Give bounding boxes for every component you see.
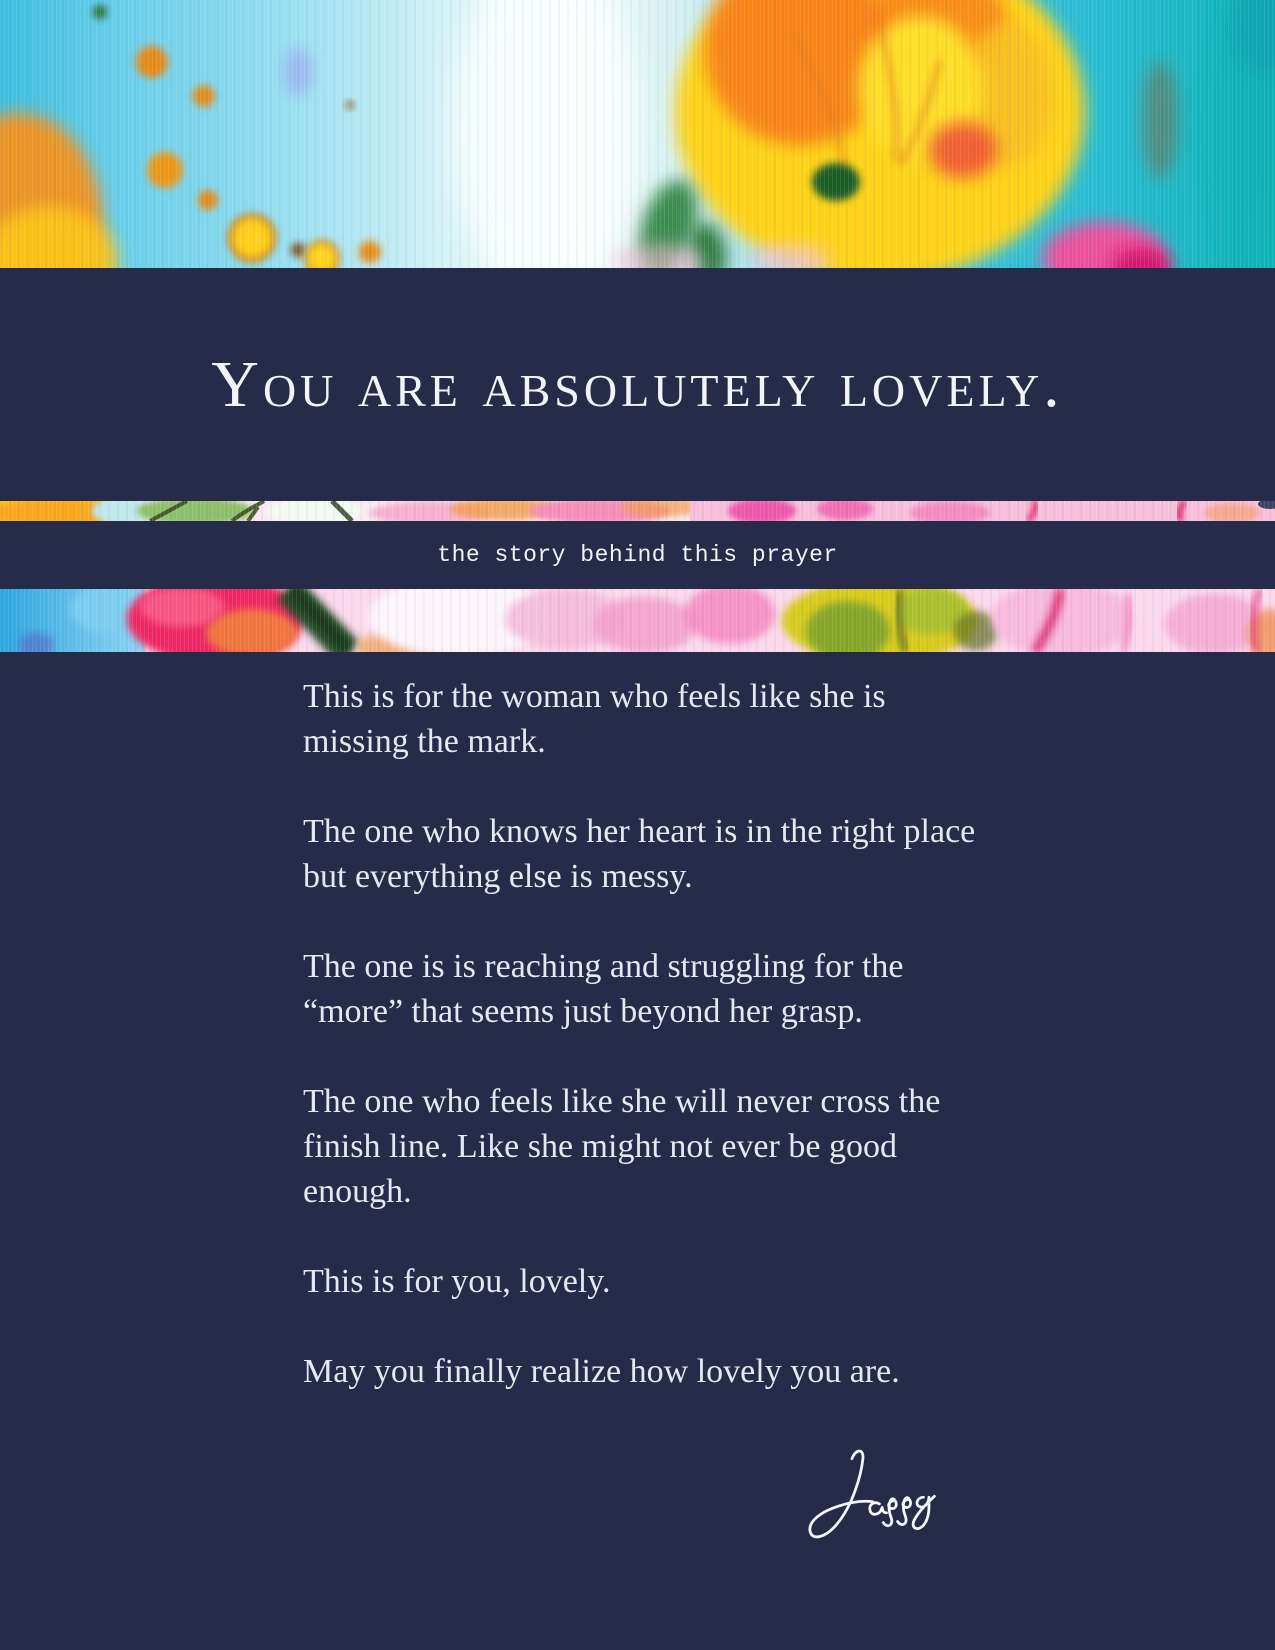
watercolor-strip-thin-art xyxy=(0,501,1275,521)
body-paragraph: The one who knows her heart is in the right place but everything else is messy. xyxy=(303,813,976,895)
watercolor-band-top xyxy=(0,0,1275,268)
subtitle: the story behind this prayer xyxy=(437,542,838,568)
title-band xyxy=(0,268,1275,501)
watercolor-top-art xyxy=(0,0,1275,268)
body-paragraph: May you finally realize how lovely you are. xyxy=(303,1353,900,1390)
body-paragraph: This is for the woman who feels like she is missing the mark. xyxy=(303,678,886,760)
body-paragraph: The one is is reaching and struggling for the “more” that seems just beyond her grasp. xyxy=(303,948,904,1030)
body-paragraph: The one who feels like she will never cross the finish line. Like she might not ever be good enough. xyxy=(303,1083,941,1210)
page-title: You are absolutely lovely. xyxy=(211,347,1064,421)
watercolor-strip-wide xyxy=(0,589,1275,652)
watercolor-strip-wide-art xyxy=(0,589,1275,652)
subtitle-band xyxy=(0,521,1275,589)
body-section xyxy=(0,652,1275,1549)
signature-script xyxy=(758,1439,948,1549)
watercolor-strip-thin xyxy=(0,501,1275,521)
signature xyxy=(758,1439,948,1549)
body-paragraph: This is for you, lovely. xyxy=(303,1263,611,1300)
